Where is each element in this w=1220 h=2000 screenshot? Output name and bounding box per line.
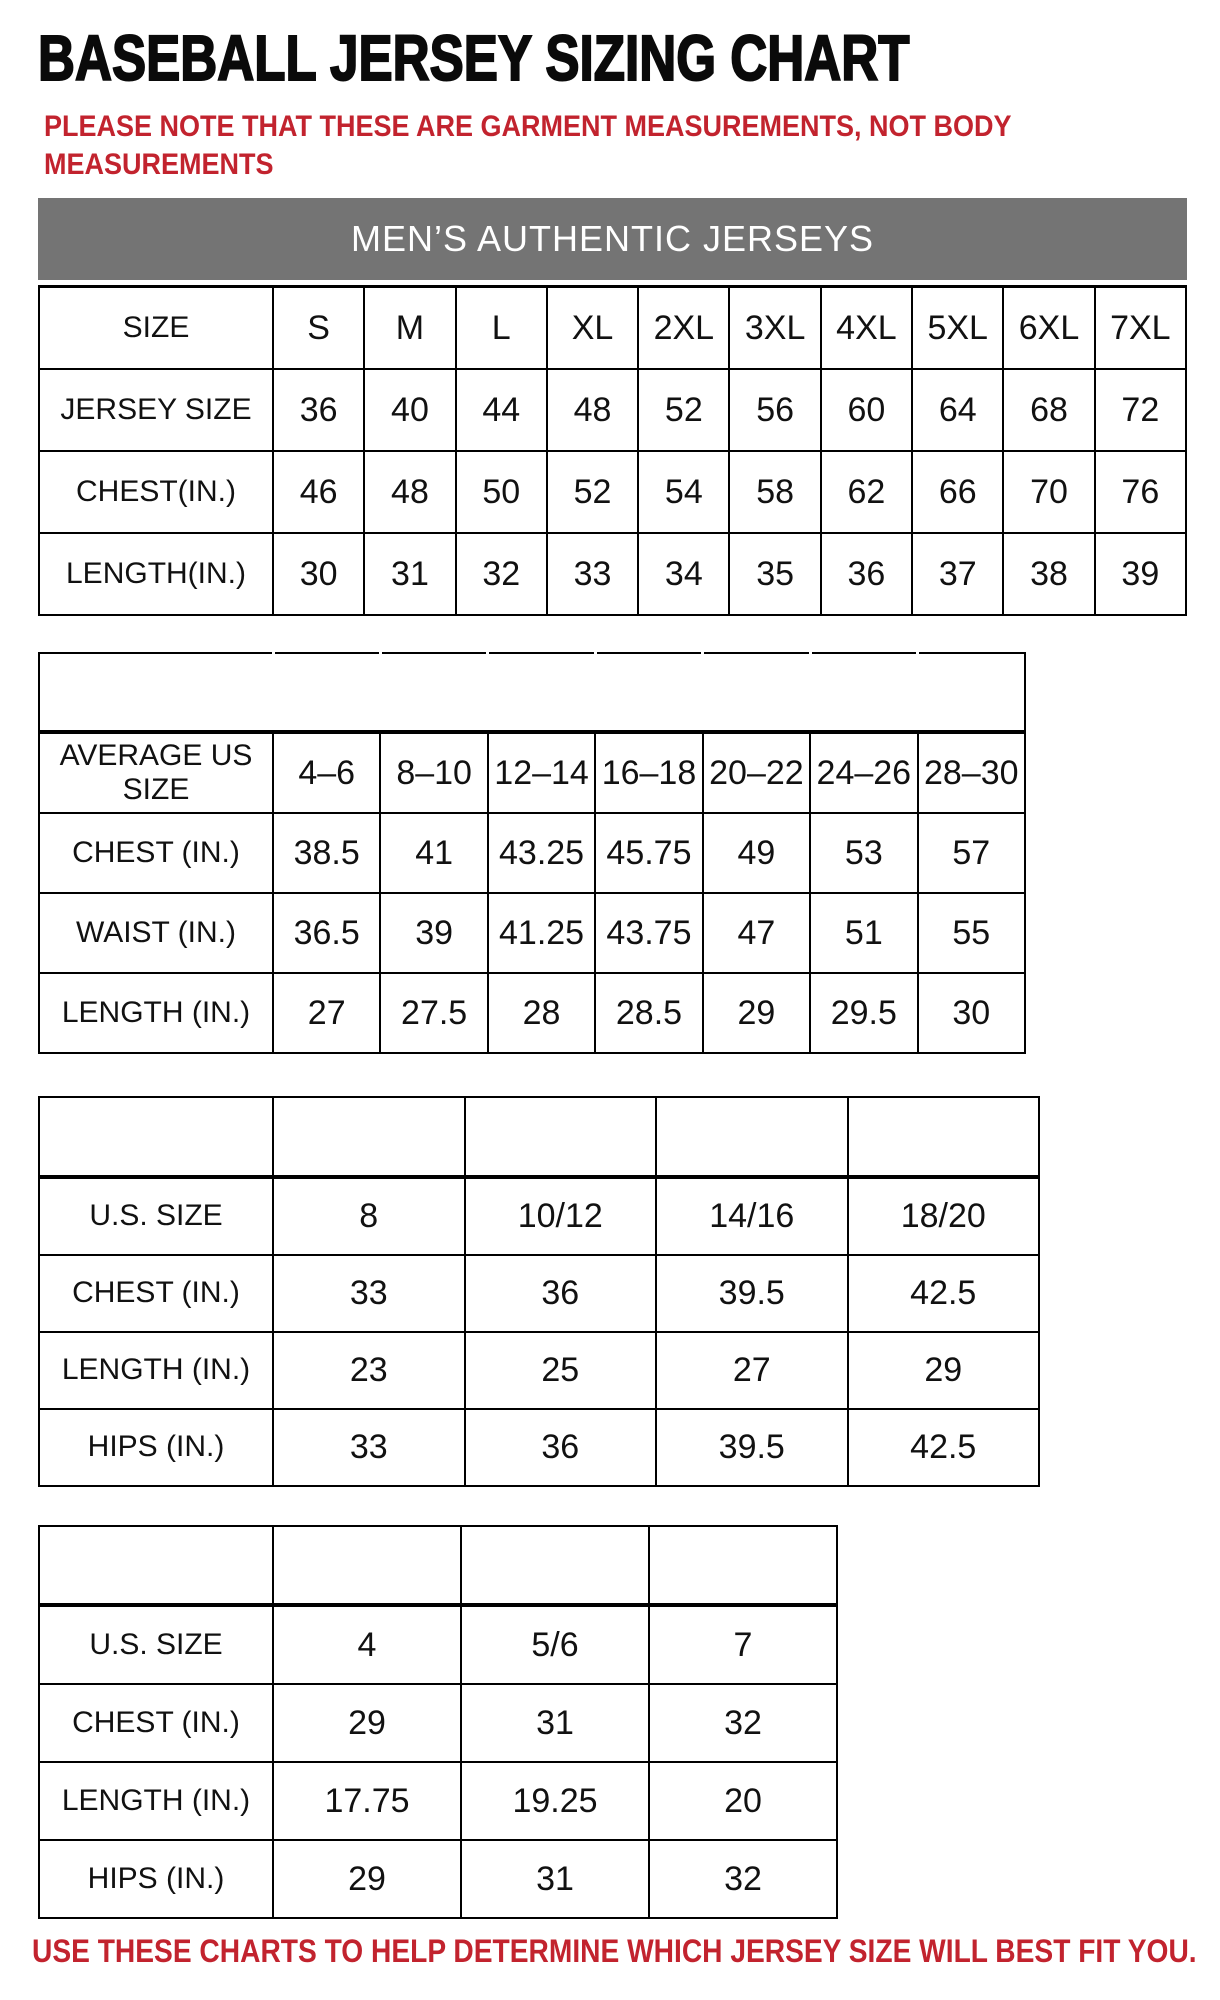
preschool-row-label: CHEST (IN.) [39, 1684, 273, 1762]
boys-row [39, 1409, 1039, 1486]
mens-value-cell: 56 [729, 369, 820, 451]
mens-value-cell: XL [547, 287, 638, 370]
mens-value-cell: M [364, 287, 455, 370]
boys-value-cell: 8 [273, 1177, 465, 1255]
mens-value-cell: 5XL [912, 287, 1003, 370]
preschool-value-cell: 32 [649, 1840, 837, 1918]
womens-size-header: 2XL [703, 653, 810, 732]
preschool-value-cell: 7 [649, 1605, 837, 1684]
garment-note-line-2: MEASUREMENTS [44, 147, 274, 181]
womens-value-cell: 41.25 [488, 893, 595, 973]
boys-value-cell: 23 [273, 1332, 465, 1409]
boys-value-cell: 29 [848, 1332, 1040, 1409]
womens-row-label: CHEST (IN.) [39, 813, 273, 893]
mens-value-cell: 54 [638, 451, 729, 533]
preschool-value-cell: 31 [461, 1684, 649, 1762]
womens-value-cell: 53 [810, 813, 917, 893]
garment-note-line-1: PLEASE NOTE THAT THESE ARE GARMENT MEASUREMENTS, NOT BODY [44, 110, 1012, 143]
mens-value-cell: 30 [273, 533, 364, 615]
womens-value-cell: 24–26 [810, 732, 917, 813]
boys-value-cell: 42.5 [848, 1255, 1040, 1332]
womens-value-cell: 20–22 [703, 732, 810, 813]
womens-row-label: LENGTH (IN.) [39, 973, 273, 1053]
mens-value-cell: 38 [1003, 533, 1094, 615]
garment-note [44, 108, 1220, 183]
mens-table-title: MEN’S AUTHENTIC JERSEYS [38, 198, 1187, 280]
sizing-chart-page [0, 22, 1220, 1970]
boys-size-header: YTH XL [848, 1097, 1040, 1177]
mens-value-cell: 33 [547, 533, 638, 615]
mens-value-cell: 60 [821, 369, 912, 451]
mens-section [38, 198, 1220, 616]
preschool-row-label: U.S. SIZE [39, 1605, 273, 1684]
mens-row-label: SIZE [39, 287, 273, 370]
womens-value-cell: 29.5 [810, 973, 917, 1053]
womens-size-header: M [380, 653, 487, 732]
mens-value-cell: 52 [547, 451, 638, 533]
mens-row [39, 369, 1186, 451]
mens-value-cell: 39 [1095, 533, 1186, 615]
mens-value-cell: 37 [912, 533, 1003, 615]
boys-header-label: BOYS [39, 1097, 273, 1177]
preschool-row [39, 1840, 837, 1918]
preschool-value-cell: 29 [273, 1840, 461, 1918]
mens-value-cell: 48 [547, 369, 638, 451]
womens-value-cell: 43.25 [488, 813, 595, 893]
womens-size-header: XL [595, 653, 702, 732]
womens-value-cell: 12–14 [488, 732, 595, 813]
mens-value-cell: 52 [638, 369, 729, 451]
boys-row [39, 1332, 1039, 1409]
preschool-value-cell: 32 [649, 1684, 837, 1762]
boys-row-label: HIPS (IN.) [39, 1409, 273, 1486]
boys-value-cell: 10/12 [465, 1177, 657, 1255]
womens-row [39, 973, 1025, 1053]
boys-value-cell: 36 [465, 1255, 657, 1332]
boys-value-cell: 39.5 [656, 1409, 848, 1486]
womens-value-cell: 41 [380, 813, 487, 893]
womens-value-cell: 55 [918, 893, 1025, 973]
mens-value-cell: 62 [821, 451, 912, 533]
womens-row [39, 732, 1025, 813]
mens-value-cell: 68 [1003, 369, 1094, 451]
page-title: BASEBALL JERSEY SIZING CHART [38, 22, 910, 94]
boys-value-cell: 25 [465, 1332, 657, 1409]
womens-value-cell: 27.5 [380, 973, 487, 1053]
womens-row [39, 893, 1025, 973]
preschool-value-cell: 20 [649, 1762, 837, 1840]
mens-value-cell: 72 [1095, 369, 1186, 451]
preschool-value-cell: 29 [273, 1684, 461, 1762]
mens-sizing-table [38, 285, 1187, 616]
preschool-row [39, 1605, 837, 1684]
mens-value-cell: 31 [364, 533, 455, 615]
boys-value-cell: 18/20 [848, 1177, 1040, 1255]
boys-row [39, 1177, 1039, 1255]
preschool-header-label: PRESCHOOL [39, 1526, 273, 1605]
womens-value-cell: 57 [918, 813, 1025, 893]
womens-value-cell: 27 [273, 973, 380, 1053]
womens-size-header: 3XL [810, 653, 917, 732]
preschool-value-cell: 4 [273, 1605, 461, 1684]
mens-row-label: JERSEY SIZE [39, 369, 273, 451]
womens-value-cell: 29 [703, 973, 810, 1053]
womens-sizing-table [38, 652, 1026, 1054]
preschool-value-cell: 31 [461, 1840, 649, 1918]
mens-value-cell: 64 [912, 369, 1003, 451]
womens-value-cell: 28.5 [595, 973, 702, 1053]
womens-header-label: WOMEN’S [39, 653, 273, 732]
mens-value-cell: 46 [273, 451, 364, 533]
boys-header-row [39, 1097, 1039, 1177]
mens-row [39, 451, 1186, 533]
womens-value-cell: 16–18 [595, 732, 702, 813]
mens-value-cell: 36 [821, 533, 912, 615]
womens-row [39, 813, 1025, 893]
mens-value-cell: 40 [364, 369, 455, 451]
womens-value-cell: 28–30 [918, 732, 1025, 813]
womens-value-cell: 49 [703, 813, 810, 893]
mens-value-cell: 4XL [821, 287, 912, 370]
mens-value-cell: 35 [729, 533, 820, 615]
mens-value-cell: 32 [456, 533, 547, 615]
preschool-row [39, 1762, 837, 1840]
preschool-row-label: LENGTH (IN.) [39, 1762, 273, 1840]
mens-value-cell: 3XL [729, 287, 820, 370]
mens-value-cell: 2XL [638, 287, 729, 370]
boys-size-header: YTH M [465, 1097, 657, 1177]
womens-value-cell: 45.75 [595, 813, 702, 893]
mens-value-cell: 76 [1095, 451, 1186, 533]
mens-value-cell: 7XL [1095, 287, 1186, 370]
womens-row-label: WAIST (IN.) [39, 893, 273, 973]
preschool-size-header: S [273, 1526, 461, 1605]
mens-row [39, 533, 1186, 615]
boys-value-cell: 14/16 [656, 1177, 848, 1255]
boys-size-header: YTH L [656, 1097, 848, 1177]
boys-row-label: U.S. SIZE [39, 1177, 273, 1255]
footer-note: USE THESE CHARTS TO HELP DETERMINE WHICH JERSEY SIZE WILL BEST FIT YOU. [32, 1933, 1197, 1969]
womens-value-cell: 8–10 [380, 732, 487, 813]
womens-value-cell: 38.5 [273, 813, 380, 893]
mens-row-label: LENGTH(IN.) [39, 533, 273, 615]
womens-size-header: S [273, 653, 380, 732]
womens-header-row [39, 653, 1025, 732]
mens-value-cell: 6XL [1003, 287, 1094, 370]
mens-value-cell: 36 [273, 369, 364, 451]
womens-value-cell: 30 [918, 973, 1025, 1053]
boys-row-label: LENGTH (IN.) [39, 1332, 273, 1409]
womens-row-label: AVERAGE US SIZE [39, 732, 273, 813]
mens-value-cell: 44 [456, 369, 547, 451]
womens-value-cell: 51 [810, 893, 917, 973]
womens-value-cell: 4–6 [273, 732, 380, 813]
boys-value-cell: 33 [273, 1409, 465, 1486]
boys-value-cell: 39.5 [656, 1255, 848, 1332]
preschool-row-label: HIPS (IN.) [39, 1840, 273, 1918]
mens-value-cell: 34 [638, 533, 729, 615]
preschool-value-cell: 5/6 [461, 1605, 649, 1684]
boys-sizing-table [38, 1096, 1040, 1487]
womens-value-cell: 36.5 [273, 893, 380, 973]
preschool-size-header: M [461, 1526, 649, 1605]
boys-value-cell: 36 [465, 1409, 657, 1486]
womens-value-cell: 47 [703, 893, 810, 973]
boys-value-cell: 33 [273, 1255, 465, 1332]
womens-size-header: L [488, 653, 595, 732]
mens-row [39, 287, 1186, 370]
preschool-value-cell: 17.75 [273, 1762, 461, 1840]
mens-value-cell: 58 [729, 451, 820, 533]
mens-value-cell: L [456, 287, 547, 370]
boys-value-cell: 27 [656, 1332, 848, 1409]
womens-value-cell: 39 [380, 893, 487, 973]
womens-value-cell: 28 [488, 973, 595, 1053]
preschool-header-row [39, 1526, 837, 1605]
mens-value-cell: 70 [1003, 451, 1094, 533]
boys-size-header: YTH S [273, 1097, 465, 1177]
boys-row [39, 1255, 1039, 1332]
mens-row-label: CHEST(IN.) [39, 451, 273, 533]
mens-value-cell: 48 [364, 451, 455, 533]
boys-value-cell: 42.5 [848, 1409, 1040, 1486]
womens-size-header: 4XL [918, 653, 1025, 732]
mens-value-cell: S [273, 287, 364, 370]
womens-value-cell: 43.75 [595, 893, 702, 973]
preschool-row [39, 1684, 837, 1762]
boys-row-label: CHEST (IN.) [39, 1255, 273, 1332]
preschool-sizing-table [38, 1525, 838, 1919]
mens-value-cell: 66 [912, 451, 1003, 533]
mens-value-cell: 50 [456, 451, 547, 533]
preschool-value-cell: 19.25 [461, 1762, 649, 1840]
preschool-size-header: L [649, 1526, 837, 1605]
